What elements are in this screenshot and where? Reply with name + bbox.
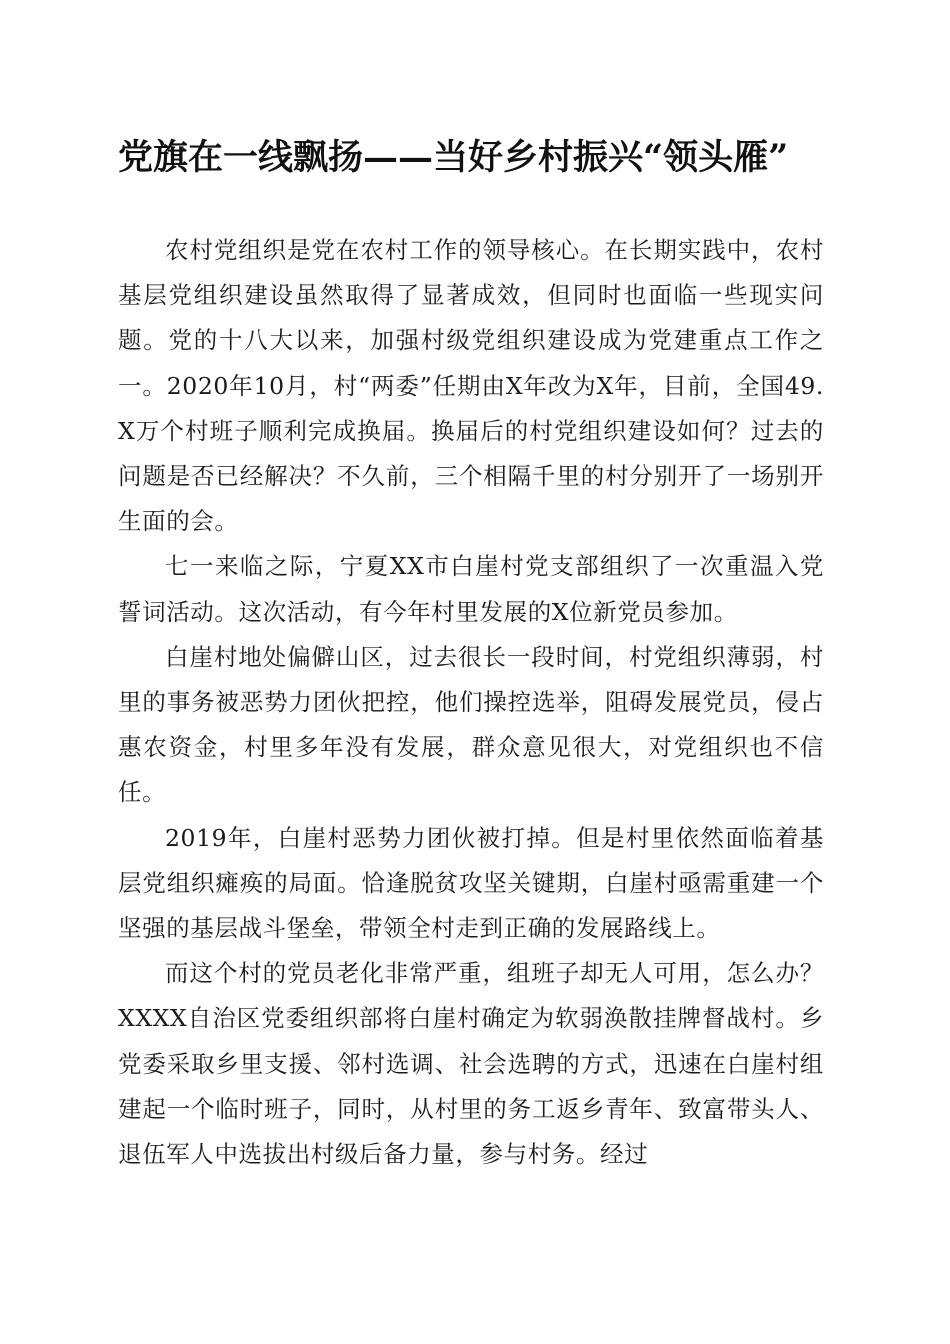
paragraph: 白崖村地处偏僻山区，过去很长一段时间，村党组织薄弱，村里的事务被恶势力团伙把控，他们操控选举，阻碍发展党员，侵占惠农资金，村里多年没有发展，群众意见很大，对党组织也不信任。: [118, 642, 824, 807]
paragraph: 而这个村的党员老化非常严重，组班子却无人可用，怎么办？XXXX自治区党委组织部将白崖村确定为软弱涣散挂牌督战村。乡党委采取乡里支援、邻村选调、社会选聘的方式，迅速在白崖村组建起一个临时班子，同时，从村里的务工返乡青年、致富带头人、退伍军人中选拔出村级后备力量，参与村务。经过: [118, 959, 824, 1169]
document-body: [118, 228, 824, 1177]
document-title: 党旗在一线飘扬——当好乡村振兴“领头雁”: [118, 137, 789, 178]
paragraph: 农村党组织是党在农村工作的领导核心。在长期实践中，农村基层党组织建设虽然取得了显著成效，但同时也面临一些现实问题。党的十八大以来，加强村级党组织建设成为党建重点工作之一。2020年10月，村“两委”任期由X年改为X年，目前，全国49.X万个村班子顺利完成换届。换届后的村党组织建设如何？过去的问题是否已经解决？不久前，三个相隔千里的村分别开了一场别开生面的会。: [118, 236, 824, 536]
paragraph: 2019年，白崖村恶势力团伙被打掉。但是村里依然面临着基层党组织瘫痪的局面。恰逢脱贫攻坚关键期，白崖村亟需重建一个坚强的基层战斗堡垒，带领全村走到正确的发展路线上。: [118, 823, 824, 943]
paragraph: 七一来临之际，宁夏XX市白崖村党支部组织了一次重温入党誓词活动。这次活动，有今年村里发展的X位新党员参加。: [118, 552, 824, 626]
